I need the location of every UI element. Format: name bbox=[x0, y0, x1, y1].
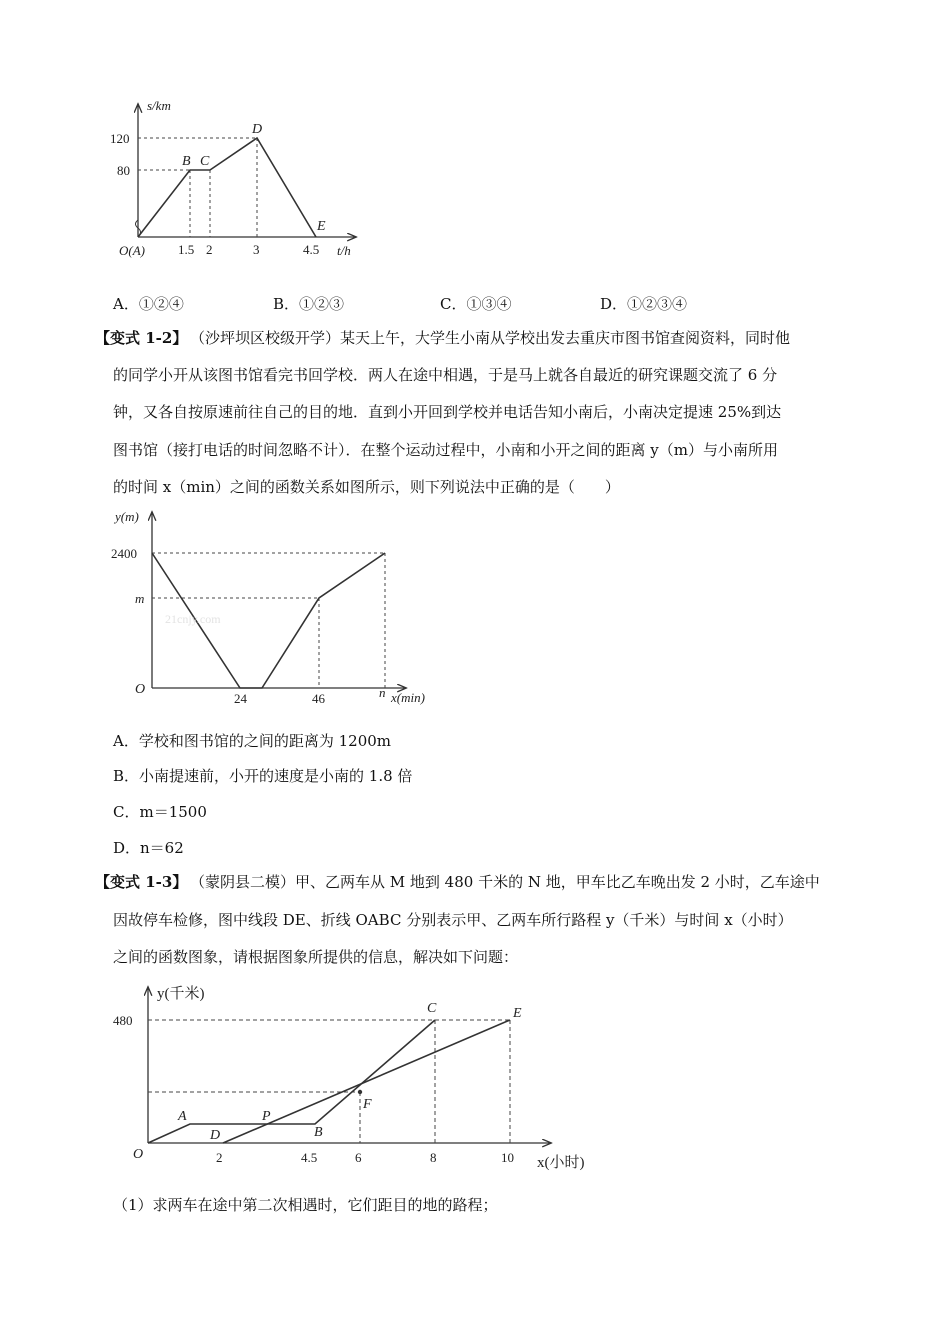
distance-time-graph-2 bbox=[105, 505, 450, 710]
y-axis-label: s/km bbox=[147, 98, 171, 113]
q1-option-b[interactable]: B．①②③ bbox=[273, 295, 345, 313]
point-d-label: D bbox=[252, 122, 263, 137]
q1-option-d[interactable]: D．①②③④ bbox=[600, 295, 688, 313]
y-axis-label: y(千米) bbox=[157, 986, 205, 1002]
q12-line-4: 图书馆（接打电话的时间忽略不计）．在整个运动过程中，小南和小开之间的距离 y（m）与小南所用 bbox=[113, 441, 778, 459]
x-tick-2: 2 bbox=[216, 1150, 223, 1165]
point-b-label: B bbox=[182, 154, 191, 169]
point-b-label: B bbox=[314, 1125, 323, 1140]
x-tick-46: 46 bbox=[312, 691, 325, 706]
point-a-label: A bbox=[178, 1109, 187, 1124]
y-axis-label: y(m) bbox=[115, 509, 139, 524]
y-tick-2400: 2400 bbox=[111, 546, 137, 561]
x-tick-24: 24 bbox=[234, 691, 247, 706]
graph1-line bbox=[138, 138, 316, 237]
origin-label: O bbox=[133, 1147, 144, 1162]
q12-tag: 【变式 1-2】 bbox=[95, 329, 188, 347]
point-e-label: E bbox=[317, 219, 326, 234]
q12-option-b[interactable]: B．小南提速前，小开的速度是小南的 1.8 倍 bbox=[113, 767, 413, 785]
point-f-label: F bbox=[363, 1097, 372, 1112]
x-tick-n: n bbox=[379, 685, 386, 700]
q13-line-2: 因故停车检修，图中线段 DE、折线 OABC 分别表示甲、乙两车所行路程 y（千米）与时间 x（小时） bbox=[113, 911, 793, 929]
line-de bbox=[223, 1020, 510, 1143]
x-axis-label: t/h bbox=[337, 243, 351, 258]
q13-question-1: （1）求两车在途中第二次相遇时，它们距目的地的路程； bbox=[113, 1196, 498, 1214]
y-tick-80: 80 bbox=[117, 163, 130, 178]
x-tick-4-5: 4.5 bbox=[303, 242, 320, 257]
q1-option-a[interactable]: A．①②④ bbox=[113, 295, 184, 313]
q1-option-c[interactable]: C．①③④ bbox=[440, 295, 512, 313]
q12-line-1: （沙坪坝区校级开学）某天上午，大学生小南从学校出发去重庆市图书馆查阅资料，同时他 bbox=[190, 329, 791, 347]
q12-option-a[interactable]: A．学校和图书馆的之间的距离为 1200m bbox=[113, 732, 391, 750]
distance-time-graph-3 bbox=[105, 980, 605, 1175]
x-axis-label: x(小时) bbox=[537, 1155, 585, 1171]
x-tick-3: 3 bbox=[253, 242, 260, 257]
origin-label: O(A) bbox=[119, 243, 145, 258]
q12-line-5: 的时间 x（min）之间的函数关系如图所示，则下列说法中正确的是（ ） bbox=[113, 478, 620, 496]
q13-tag: 【变式 1-3】 bbox=[95, 873, 188, 891]
point-p-label: P bbox=[262, 1109, 271, 1124]
x-tick-2: 2 bbox=[206, 242, 213, 257]
q13-line-1: （蒙阴县二模）甲、乙两车从 M 地到 480 千米的 N 地，甲车比乙车晚出发 2 小时，乙车途中 bbox=[190, 873, 820, 891]
x-tick-4-5: 4.5 bbox=[301, 1150, 318, 1165]
q12-line-3: 钟，又各自按原速前往自己的目的地．直到小开回到学校并电话告知小南后，小南决定提速 25%到达 bbox=[113, 403, 782, 421]
x-tick-1-5: 1.5 bbox=[178, 242, 195, 257]
point-f-dot bbox=[358, 1090, 362, 1094]
watermark: 21cnjy.com bbox=[165, 612, 221, 626]
q12-option-d[interactable]: D．n＝62 bbox=[113, 839, 184, 857]
x-tick-6: 6 bbox=[355, 1150, 362, 1165]
q12-line-2: 的同学小开从该图书馆看完书回学校．两人在途中相遇，于是马上就各自最近的研究课题交流了 6 分 bbox=[113, 366, 778, 384]
q12-option-c[interactable]: C．m＝1500 bbox=[113, 803, 207, 821]
distance-time-graph-1 bbox=[105, 95, 375, 270]
q13-line-3: 之间的函数图象，请根据图象所提供的信息，解决如下问题： bbox=[113, 948, 519, 966]
x-tick-8: 8 bbox=[430, 1150, 437, 1165]
line-oabc bbox=[148, 1020, 435, 1143]
point-e-label: E bbox=[513, 1006, 522, 1021]
origin-label: O bbox=[135, 682, 146, 697]
y-tick-120: 120 bbox=[110, 131, 130, 146]
point-c-label: C bbox=[200, 154, 210, 169]
x-axis-label: x(min) bbox=[391, 690, 425, 705]
point-d-label: D bbox=[210, 1128, 221, 1143]
y-tick-m: m bbox=[135, 591, 145, 606]
y-tick-480: 480 bbox=[113, 1013, 133, 1028]
x-tick-10: 10 bbox=[501, 1150, 514, 1165]
point-c-label: C bbox=[427, 1001, 437, 1016]
